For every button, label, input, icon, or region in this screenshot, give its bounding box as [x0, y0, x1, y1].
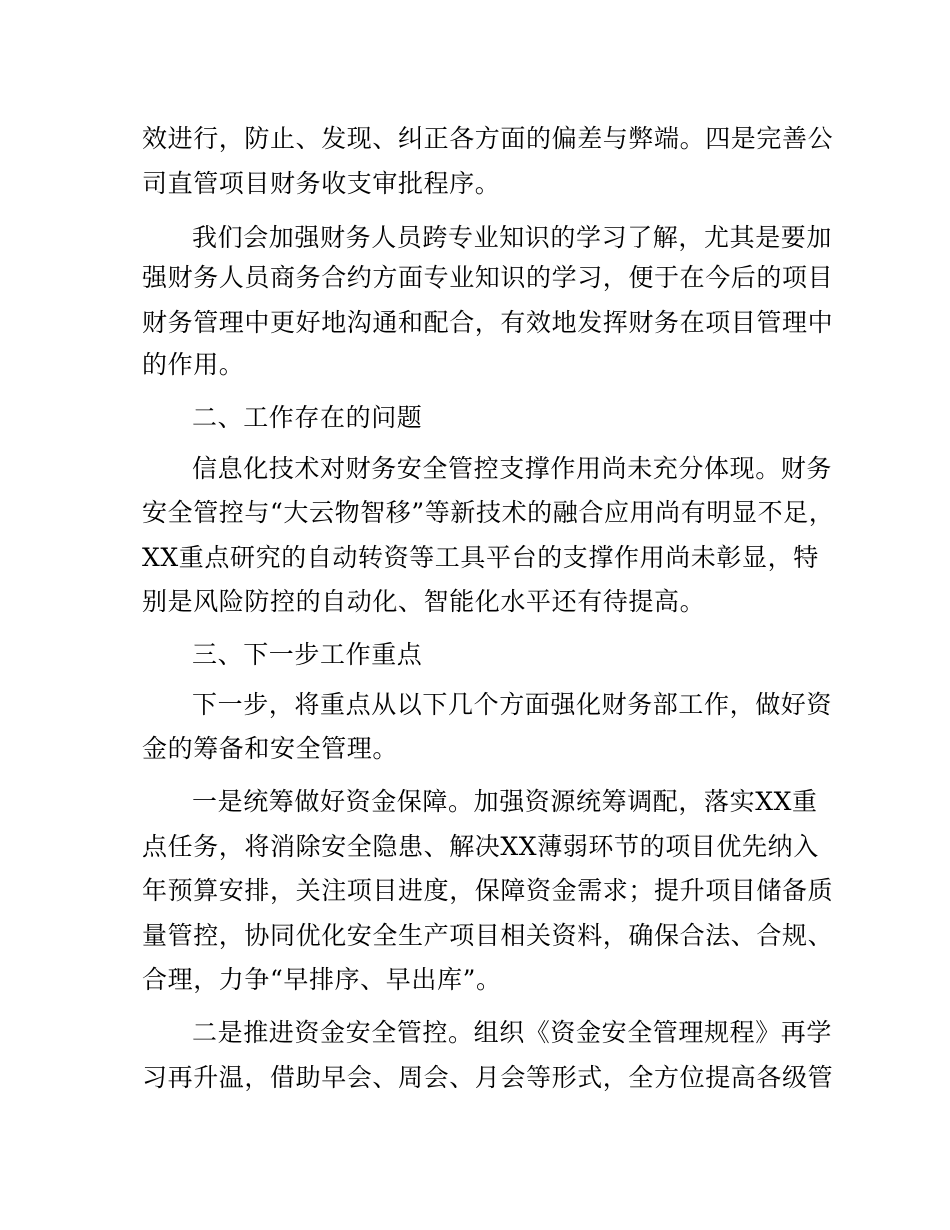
text-line: XX重点研究的自动转资等工具平台的支撑作用尚未彰显，特: [142, 543, 819, 572]
text-line: 司直管项目财务收支审批程序。: [142, 169, 501, 198]
text-line: 金的筹备和安全管理。: [142, 734, 399, 763]
text-line: 习再升温，借助早会、周会、月会等形式，全方位提高各级管: [142, 1063, 834, 1092]
text-line: 效进行，防止、发现、纠正各方面的偏差与弊端。四是完善公: [142, 124, 834, 153]
text-line: 合理，力争“早排序、早出库”。: [142, 965, 502, 994]
text-line: 一是统筹做好资金保障。加强资源统筹调配，落实XX重: [192, 787, 818, 816]
text-line: 下一步，将重点从以下几个方面强化财务部工作，做好资: [192, 690, 833, 719]
text-line: 我们会加强财务人员跨专业知识的学习了解，尤其是要加: [192, 223, 833, 252]
section-heading: 三、下一步工作重点: [192, 640, 423, 669]
text-line: 点任务，将消除安全隐患、解决XX薄弱环节的项目优先纳入: [142, 832, 819, 861]
text-line: 强财务人员商务合约方面专业知识的学习，便于在今后的项目: [142, 263, 834, 292]
text-line: 安全管控与“大云物智移”等新技术的融合应用尚有明显不足，: [142, 498, 835, 527]
text-line: 年预算安排，关注项目进度，保障资金需求；提升项目储备质: [142, 876, 834, 905]
text-line: 二是推进资金安全管控。组织《资金安全管理规程》再学: [192, 1018, 833, 1047]
text-line: 信息化技术对财务安全管控支撑作用尚未充分体现。财务: [192, 454, 833, 483]
section-heading: 二、工作存在的问题: [192, 403, 423, 432]
text-line: 的作用。: [142, 350, 245, 379]
text-line: 别是风险防控的自动化、智能化水平还有待提高。: [142, 587, 706, 616]
text-line: 财务管理中更好地沟通和配合，有效地发挥财务在项目管理中: [142, 308, 834, 337]
text-line: 量管控，协同优化安全生产项目相关资料，确保合法、合规、: [142, 921, 834, 950]
